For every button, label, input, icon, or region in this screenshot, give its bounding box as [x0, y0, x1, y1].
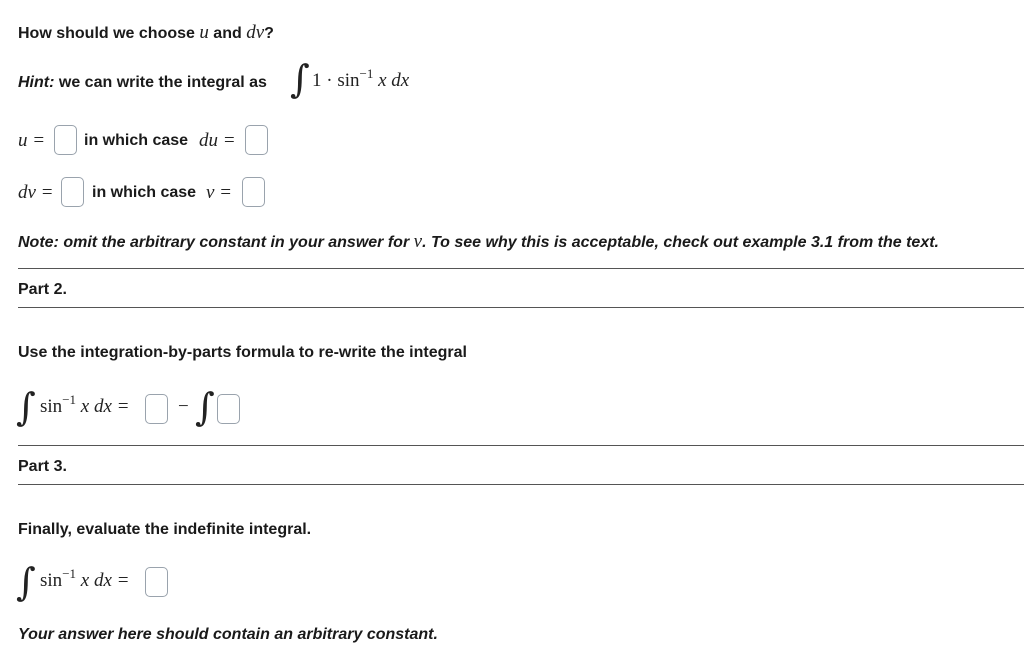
part2-instruction: Use the integration-by-parts formula to re-write the integral	[18, 344, 467, 361]
u-in-which-case: in which case	[84, 132, 189, 149]
note-part2: . To see why this is acceptable, check out example 3.1 from the text.	[422, 234, 939, 251]
dv-answer-input[interactable]	[61, 177, 84, 207]
part2-answer-input-2[interactable]	[217, 394, 240, 424]
divider	[18, 445, 1024, 446]
u-answer-input[interactable]	[54, 125, 77, 155]
part3-integral-sign: ∫	[16, 560, 36, 604]
part3-sup: −1	[62, 566, 77, 581]
part2-tail: x dx =	[76, 396, 130, 417]
dv-in-which-case: in which case	[92, 184, 197, 201]
part3-instruction: Finally, evaluate the indefinite integral.	[18, 521, 312, 538]
part2-expression	[40, 392, 130, 418]
part2-minus: −	[178, 396, 189, 417]
part3-func: sin	[40, 570, 63, 591]
question-mark: ?	[264, 25, 274, 42]
du-answer-input[interactable]	[245, 125, 268, 155]
part3-answer-input[interactable]	[145, 567, 168, 597]
hint-expr-one: 1 · sin	[312, 70, 360, 91]
hint-expression	[312, 66, 410, 92]
note-var-v: v	[413, 231, 423, 252]
du-equals-label: du =	[199, 130, 236, 151]
hint-body: we can write the integral as	[54, 74, 267, 91]
hint-integral-sign: ∫	[290, 57, 310, 101]
hint-expr-tail: x dx	[373, 70, 410, 91]
part2-integral-sign: ∫	[16, 385, 36, 429]
hint-expr-sup: −1	[359, 66, 374, 81]
question-and: and	[208, 25, 247, 42]
note-text	[18, 231, 939, 253]
v-equals-label: v =	[206, 182, 233, 203]
question-heading	[18, 22, 274, 44]
part2-answer-input-1[interactable]	[145, 394, 168, 424]
part3-title: Part 3.	[18, 458, 67, 475]
var-u: u	[199, 22, 209, 43]
part3-note: Your answer here should contain an arbitrary constant.	[18, 626, 438, 643]
hint-text	[18, 74, 267, 92]
hint-label: Hint:	[18, 74, 55, 91]
v-answer-input[interactable]	[242, 177, 265, 207]
part2-integral-sign-2: ∫	[195, 385, 215, 429]
var-dv: dv	[246, 22, 265, 43]
divider	[18, 307, 1024, 308]
question-prefix: How should we choose	[18, 25, 200, 42]
part2-title: Part 2.	[18, 281, 67, 298]
part2-func: sin	[40, 396, 63, 417]
part3-expression	[40, 566, 130, 592]
divider	[18, 268, 1024, 269]
note-part1: Note: omit the arbitrary constant in your answer for	[18, 234, 414, 251]
part2-sup: −1	[62, 392, 77, 407]
part3-tail: x dx =	[76, 570, 130, 591]
dv-equals-label: dv =	[18, 182, 54, 203]
u-equals-label: u =	[18, 130, 46, 151]
divider	[18, 484, 1024, 485]
